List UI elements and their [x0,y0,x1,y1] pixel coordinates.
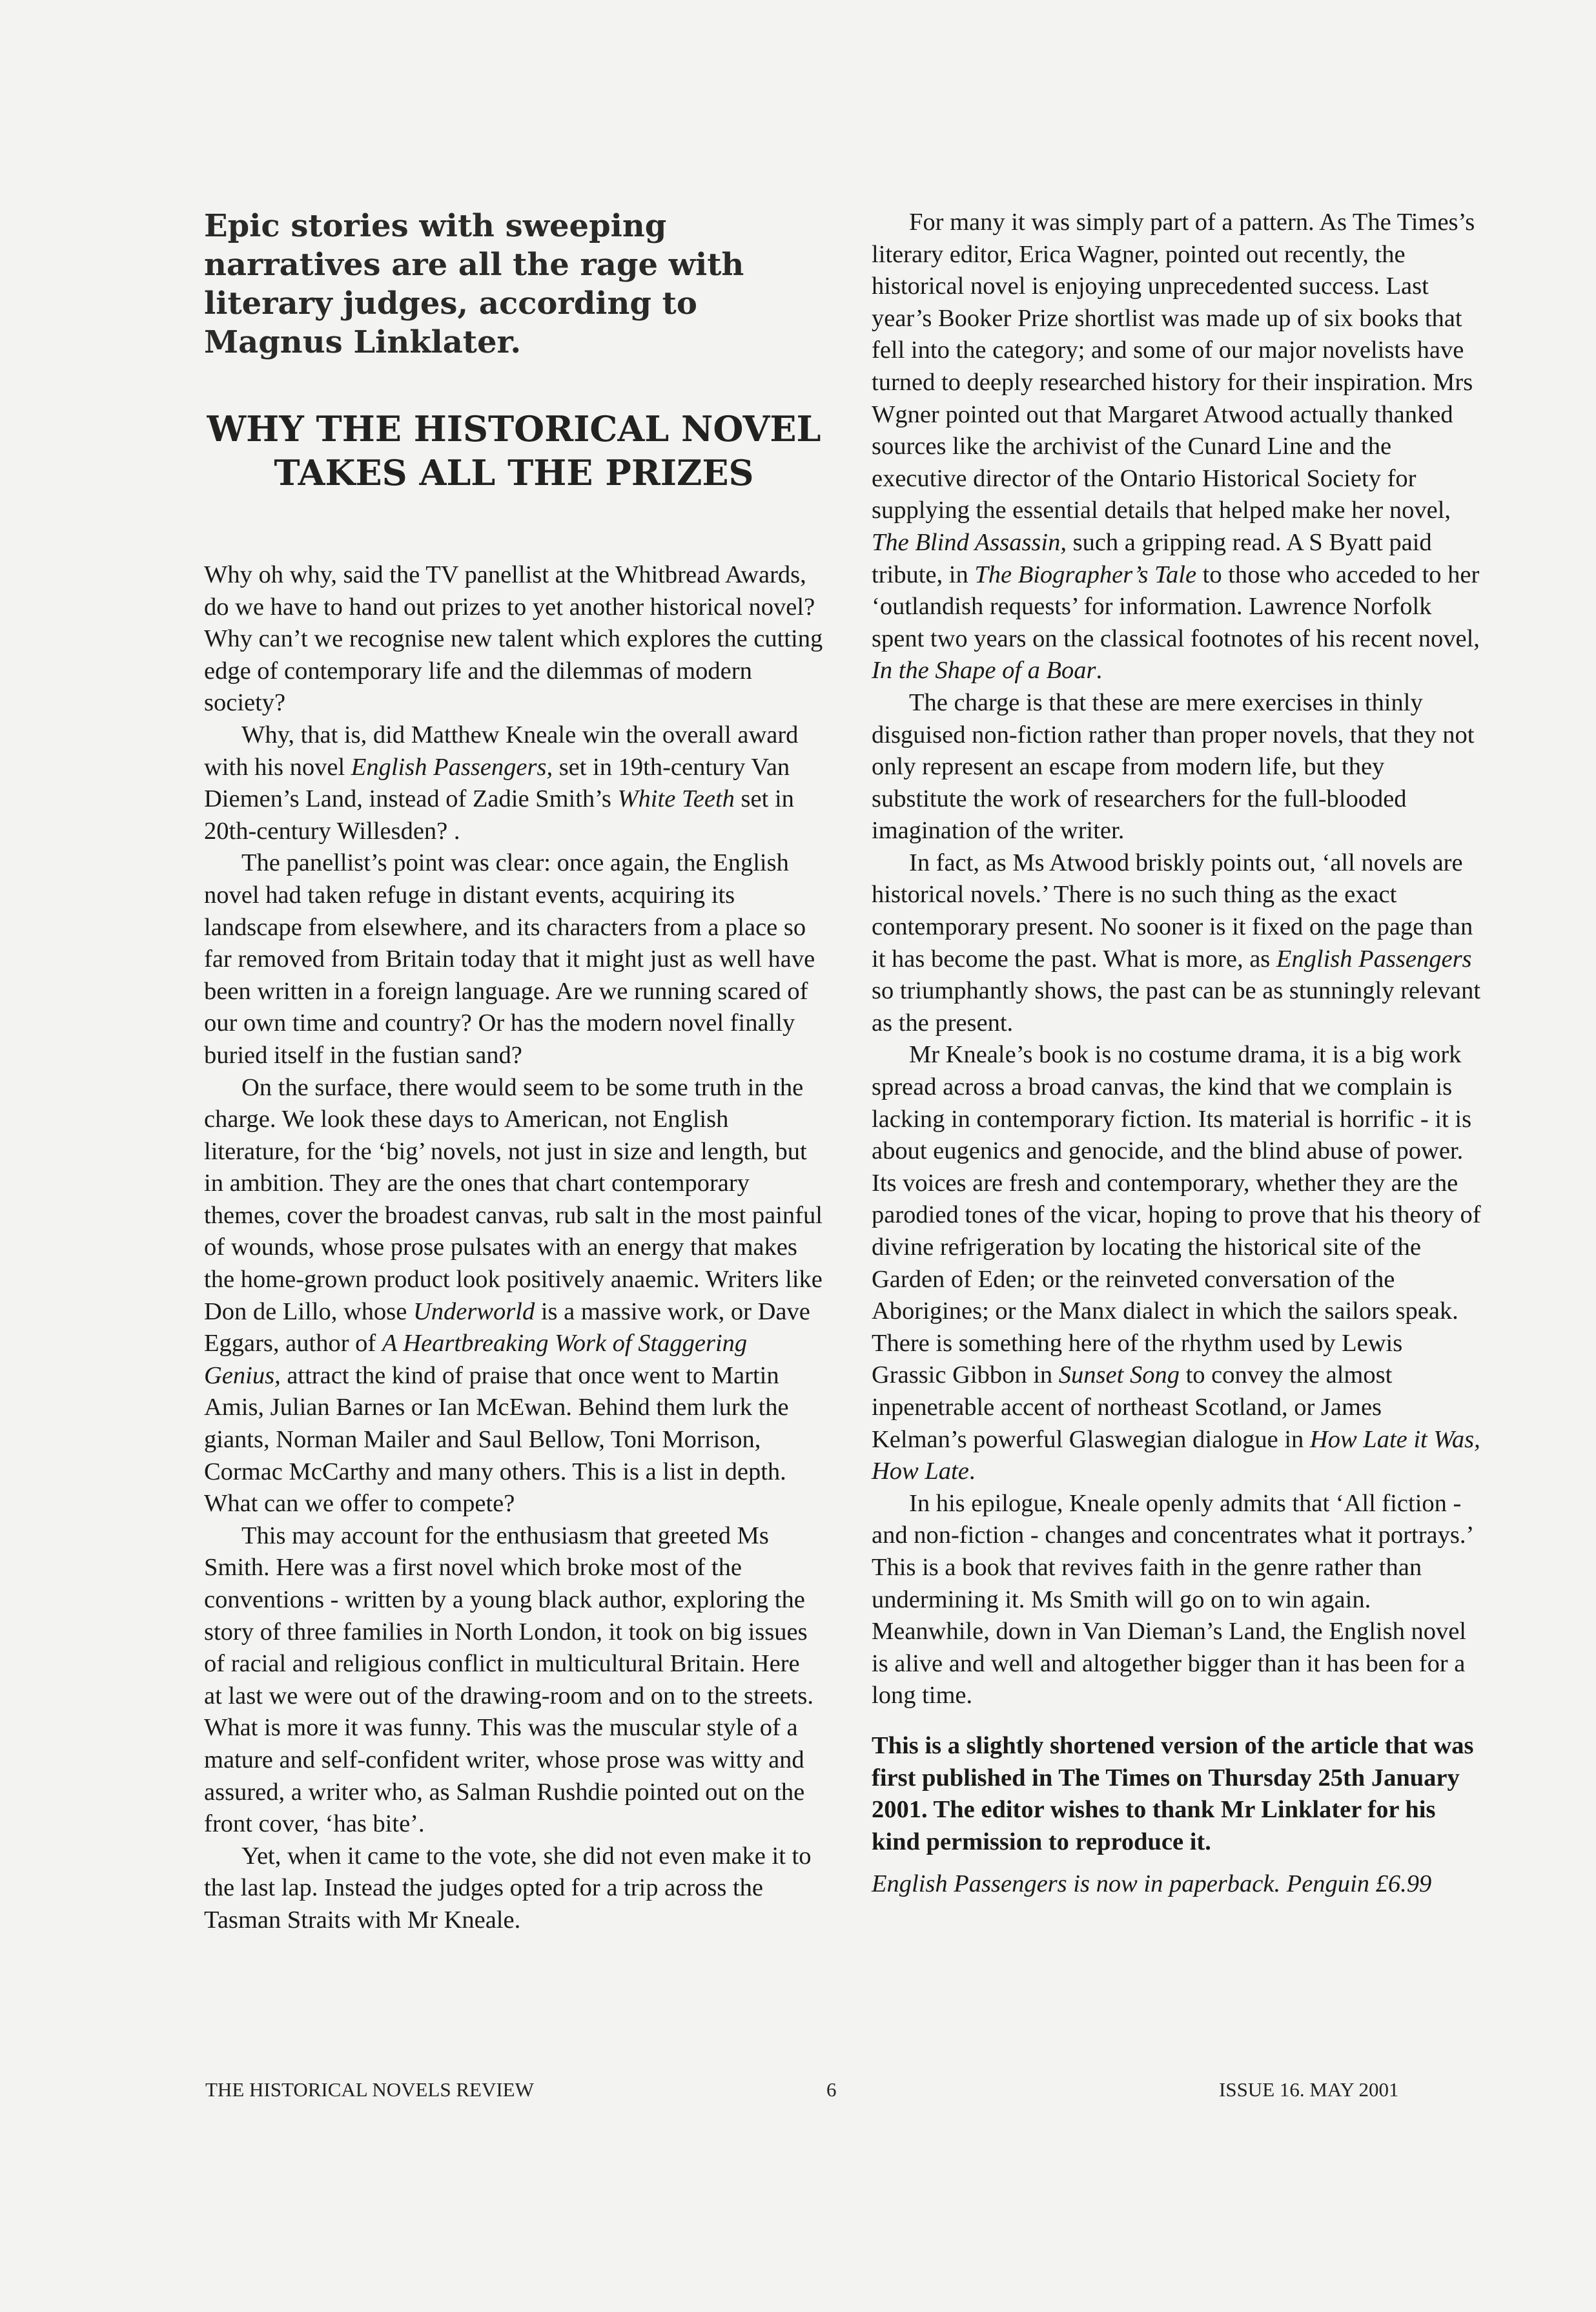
text-run: to those who acceded to her ‘outlandish requests’ for information. Lawrence Norfolk spent two years on the classical footnotes of his recent novel, [872,561,1480,652]
book-title: English Passengers [1276,945,1472,973]
text-run: The panellist’s point was clear: once again, the English novel had taken refuge in distant events, acquiring its landscape from elsewhere, and its characters from a place so far removed from Britain today that it might just as well have been written in a foreign language. Are we running scared of our own time and country? Or has the modern novel finally buried itself in the fustian sand? [204,849,815,1069]
article-headline: WHY THE HISTORICAL NOVEL TAKES ALL THE PRIZES [207,408,821,493]
article-deck: Epic stories with sweeping narratives are all the rage with literary judges, according to Magnus Linklater. [204,208,744,360]
text-run: This may account for the enthusiasm that greeted Ms Smith. Here was a first novel which broke most of the conventions - written by a young black author, exploring the story of three families in North London, it took on big issues of racial and religious conflict in multicultural Britain. Here at last we were out of the drawing-room and on to the streets. What is more it was funny. This was the muscular style of a mature and self-confident writer, whose prose was witty and assured, a writer who, as Salman Rushdie pointed out on the front cover, ‘has bite’. [204,1522,814,1838]
footer-publication: THE HISTORICAL NOVELS REVIEW [205,2078,534,2101]
book-title: The Biographer’s Tale [974,561,1197,588]
book-title: Underworld [413,1297,535,1325]
book-title: English Passengers, [351,753,553,781]
text-run: is a massive work, or Dave Eggars, author of [204,1297,810,1357]
paragraph [204,1841,824,1937]
footer-page-number: 6 [826,2078,837,2101]
availability-note: English Passengers is now in paperback. Penguin £6.99 [872,1870,1432,1898]
paragraph [204,719,824,847]
book-title: The Blind Assassin, [872,528,1067,556]
left-body [204,559,824,1937]
paragraph [872,687,1482,847]
paragraph [204,1072,824,1520]
text-run: set in 19th-century Van Diemen’s Land, instead of Zadie Smith’s [204,753,790,813]
paragraph [204,1520,824,1841]
text-run: . [968,1458,976,1485]
book-title: How Late it Was, How Late [872,1425,1480,1485]
text-run: Why oh why, said the TV panellist at the Whitbread Awards, do we have to hand out prizes to yet another historical novel? Why can’t we recognise new talent which explores the cutting edge of contemporary life and the dilemmas of modern society? [204,561,823,717]
editor-note: This is a slightly shortened version of the article that was first published in The Times on Thursday 25th January 2001. The editor wishes to thank Mr Linklater for his kind permission to reproduce it. [872,1731,1474,1855]
text-run: to convey the almost inpenetrable accent of northeast Scotland, or James Kelman’s powerful Glaswegian dialogue in [872,1361,1393,1453]
paragraph [872,207,1482,687]
book-title: In the Shape of a Boar [872,657,1096,685]
paragraph [204,847,824,1071]
book-title: White Teeth [617,785,735,813]
text-run: In fact, as Ms Atwood briskly points out, ‘all novels are historical novels.’ There is no such thing as the exact contemporary present. No sooner is it fixed on the page than it has become the past. What is more, as [872,849,1473,973]
text-run: so triumphantly shows, the past can be as stunningly relevant as the present. [872,977,1481,1037]
right-column [872,207,1482,1901]
paragraph [872,1488,1482,1712]
right-body [872,207,1482,1901]
text-run: Mr Kneale’s book is no costume drama, it is a big work spread across a broad canvas, the kind that we complain is lacking in contemporary fiction. Its material is horrific - it is about eugenics and genocide, and the blind abuse of power. Its voices are fresh and contemporary, whether they are the parodied tones of the vicar, hoping to prove that his theory of divine refrigeration by locating the historical site of the Garden of Eden; or the reinveted conversation of the Aborigines; or the Manx dialect in which the sailors speak. There is something here of the rhythm used by Lewis Grassic Gibbon in [872,1041,1481,1389]
book-title: Sunset Song [1058,1361,1180,1389]
text-run: set in 20th-century Willesden? . [204,785,794,845]
text-run: The charge is that these are mere exercises in thinly disguised non-fiction rather than proper novels, that they not only represent an escape from modern life, but they substitute the work of researchers for the full-blooded imagination of the writer. [872,688,1475,845]
text-run: . [1096,657,1103,685]
text-run: such a gripping read. A S Byatt paid tribute, in [872,528,1432,588]
left-column [204,207,824,1937]
text-run: Why, that is, did Matthew Kneale win the overall award with his novel [204,721,799,781]
text-run: For many it was simply part of a pattern. As The Times’s literary editor, Erica Wagner, pointed out recently, the historical novel is enjoying unprecedented success. Last year’s Booker Prize shortlist was made up of six books that fell into the category; and some of our major novelists have turned to deeply researched history for their inspiration. Mrs Wgner pointed out that Margaret Atwood actually thanked sources like the archivist of the Cunard Line and the executive director of the Ontario Historical Society for supplying the essential details that helped make her novel, [872,209,1475,524]
paragraph [872,1039,1482,1487]
paragraph [204,559,824,719]
text-run: attract the kind of praise that once went to Martin Amis, Julian Barnes or Ian McEwan. Behind them lurk the giants, Norman Mailer and Saul Bellow, Toni Morrison, Cormac McCarthy and many others. This is a list in depth. What can we offer to compete? [204,1361,789,1518]
text-run: On the surface, there would seem to be some truth in the charge. We look these days to American, not English literature, for the ‘big’ novels, not just in size and length, but in ambition. They are the ones that chart contemporary themes, cover the broadest canvas, rub salt in the most painful of wounds, whose prose pulsates with an energy that makes the home-grown product look positively anaemic. Writers like Don de Lillo, whose [204,1073,823,1325]
text-run: Yet, when it came to the vote, she did not even make it to the last lap. Instead the judges opted for a trip across the Tasman Straits with Mr Kneale. [204,1842,812,1934]
text-run: In his epilogue, Kneale openly admits that ‘All fiction - and non-fiction - changes and concentrates what it portrays.’ This is a book that revives faith in the genre rather than undermining it. Ms Smith will go on to win again. Meanwhile, down in Van Dieman’s Land, the English novel is alive and well and altogether bigger than it has been for a long time. [872,1489,1473,1709]
book-title: A Heartbreaking Work of Staggering Genius, [204,1330,748,1389]
footer-issue: ISSUE 16. MAY 2001 [1219,2078,1399,2101]
paragraph [872,847,1482,1040]
